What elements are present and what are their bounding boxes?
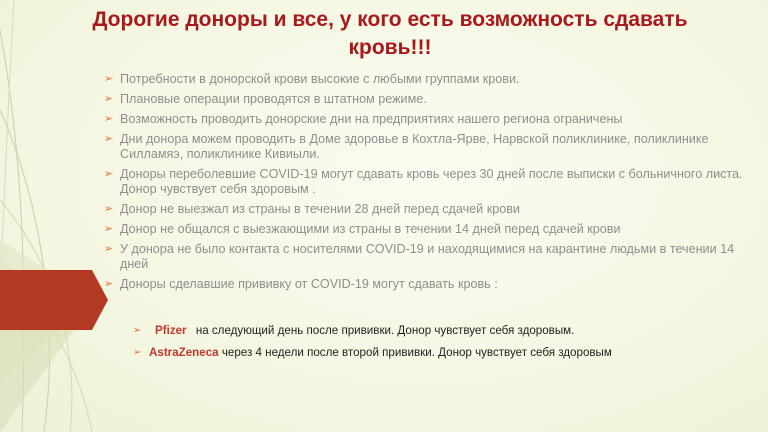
bullet-list	[104, 72, 744, 297]
bullet-text: Донор не общался с выезжающими из страны в течении 14 дней перед сдачей крови	[120, 222, 621, 236]
sub-bullet-text: через 4 недели после второй прививки. Донор чувствует себя здоровым	[221, 346, 612, 359]
arrow-bullet-icon: ➢	[104, 278, 114, 290]
arrow-bullet-icon: ➢	[133, 347, 142, 358]
bullet-item	[104, 132, 744, 162]
vaccine-brand-pfizer: Pfizer	[155, 324, 187, 337]
bullet-item	[104, 222, 744, 237]
bullet-item	[104, 112, 744, 127]
vaccine-brand-astrazeneca: AstraZeneca	[149, 346, 219, 359]
sub-bullet-item	[133, 345, 753, 360]
bullet-item	[104, 277, 744, 292]
arrow-bullet-icon: ➢	[104, 113, 114, 125]
bullet-item	[104, 167, 744, 197]
arrow-bullet-icon: ➢	[104, 73, 114, 85]
bullet-text: У донора не было контакта с носителями COVID-19 и находящимися на карантине людьми в течении 14 дней	[120, 242, 735, 271]
bullet-item	[104, 202, 744, 217]
arrow-bullet-icon: ➢	[104, 133, 114, 145]
bullet-text: Дни донора можем проводить в Доме здоровье в Кохтла-Ярве, Нарвской поликлинике, поликлинике Силламяэ, поликлинике Кивиыли.	[120, 132, 709, 161]
bullet-text: Донор не выезжал из страны в течении 28 дней перед сдачей крови	[120, 202, 520, 216]
slide-title: Дорогие доноры и все, у кого есть возможность сдавать кровь!!!	[92, 8, 688, 59]
bullet-text: Плановые операции проводятся в штатном режиме.	[120, 92, 427, 106]
bullet-text: Доноры переболевшие COVID-19 могут сдавать кровь через 30 дней после выписки с больничного листа. Донор чувствует себя здоровым .	[120, 167, 743, 196]
bullet-text: Потребности в донорской крови высокие с любыми группами крови.	[120, 72, 520, 86]
arrow-bullet-icon: ➢	[104, 93, 114, 105]
arrow-bullet-icon: ➢	[133, 325, 142, 336]
arrow-bullet-icon: ➢	[104, 223, 114, 235]
arrow-bullet-icon: ➢	[104, 243, 114, 255]
accent-band	[0, 270, 108, 330]
bullet-item	[104, 92, 744, 107]
sub-bullet-list	[133, 323, 753, 367]
bullet-item	[104, 242, 744, 272]
sub-bullet-text: на следующий день после прививки. Донор чувствует себя здоровым.	[195, 324, 575, 337]
bullet-text: Доноры сделавшие прививку от COVID-19 могут сдавать кровь :	[120, 277, 498, 291]
arrow-bullet-icon: ➢	[104, 203, 114, 215]
sub-bullet-item	[133, 323, 753, 338]
bullet-text: Возможность проводить донорские дни на предприятиях нашего региона ограничены	[120, 112, 623, 126]
bullet-item	[104, 72, 744, 87]
arrow-bullet-icon: ➢	[104, 168, 114, 180]
